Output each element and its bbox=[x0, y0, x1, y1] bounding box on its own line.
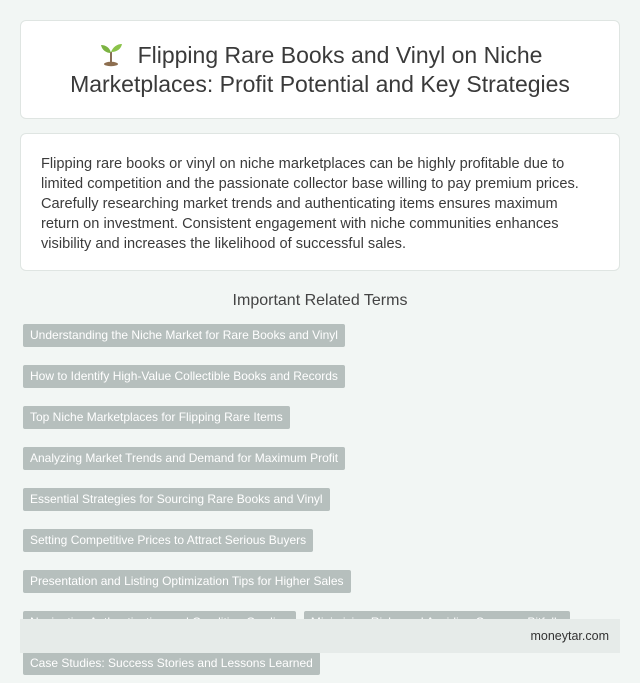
summary-text: Flipping rare books or vinyl on niche marketplaces can be highly profitable due to limited competition and the passionate collector base willing to pay premium prices. Carefully researching market trends and authenticating items ensures maximum return on investment. Consistent engagement with niche communities enhances visibility and increases the likelihood of successful sales. bbox=[41, 156, 579, 252]
related-term-tag[interactable]: Setting Competitive Prices to Attract Serious Buyers bbox=[23, 529, 313, 552]
footer bbox=[20, 619, 620, 653]
header-card bbox=[20, 20, 620, 119]
footer-site-link[interactable]: moneytar.com bbox=[530, 629, 609, 643]
summary-card bbox=[20, 133, 620, 271]
related-term-tag[interactable]: Understanding the Niche Market for Rare Books and Vinyl bbox=[23, 324, 345, 347]
related-term-tag[interactable]: Top Niche Marketplaces for Flipping Rare Items bbox=[23, 406, 290, 429]
page-title bbox=[39, 41, 601, 99]
related-term-tag[interactable]: Case Studies: Success Stories and Lessons Learned bbox=[23, 652, 320, 675]
related-term-tag[interactable]: Essential Strategies for Sourcing Rare Books and Vinyl bbox=[23, 488, 330, 511]
related-term-tag[interactable]: How to Identify High-Value Collectible Books and Records bbox=[23, 365, 345, 388]
related-terms-heading: Important Related Terms bbox=[232, 292, 408, 309]
seedling-icon bbox=[98, 41, 124, 67]
related-term-tag[interactable]: Analyzing Market Trends and Demand for Maximum Profit bbox=[23, 447, 345, 470]
page-title-text: Flipping Rare Books and Vinyl on Niche Marketplaces: Profit Potential and Key Strategies bbox=[70, 41, 570, 97]
related-term-tag[interactable]: Presentation and Listing Optimization Tips for Higher Sales bbox=[23, 570, 351, 593]
